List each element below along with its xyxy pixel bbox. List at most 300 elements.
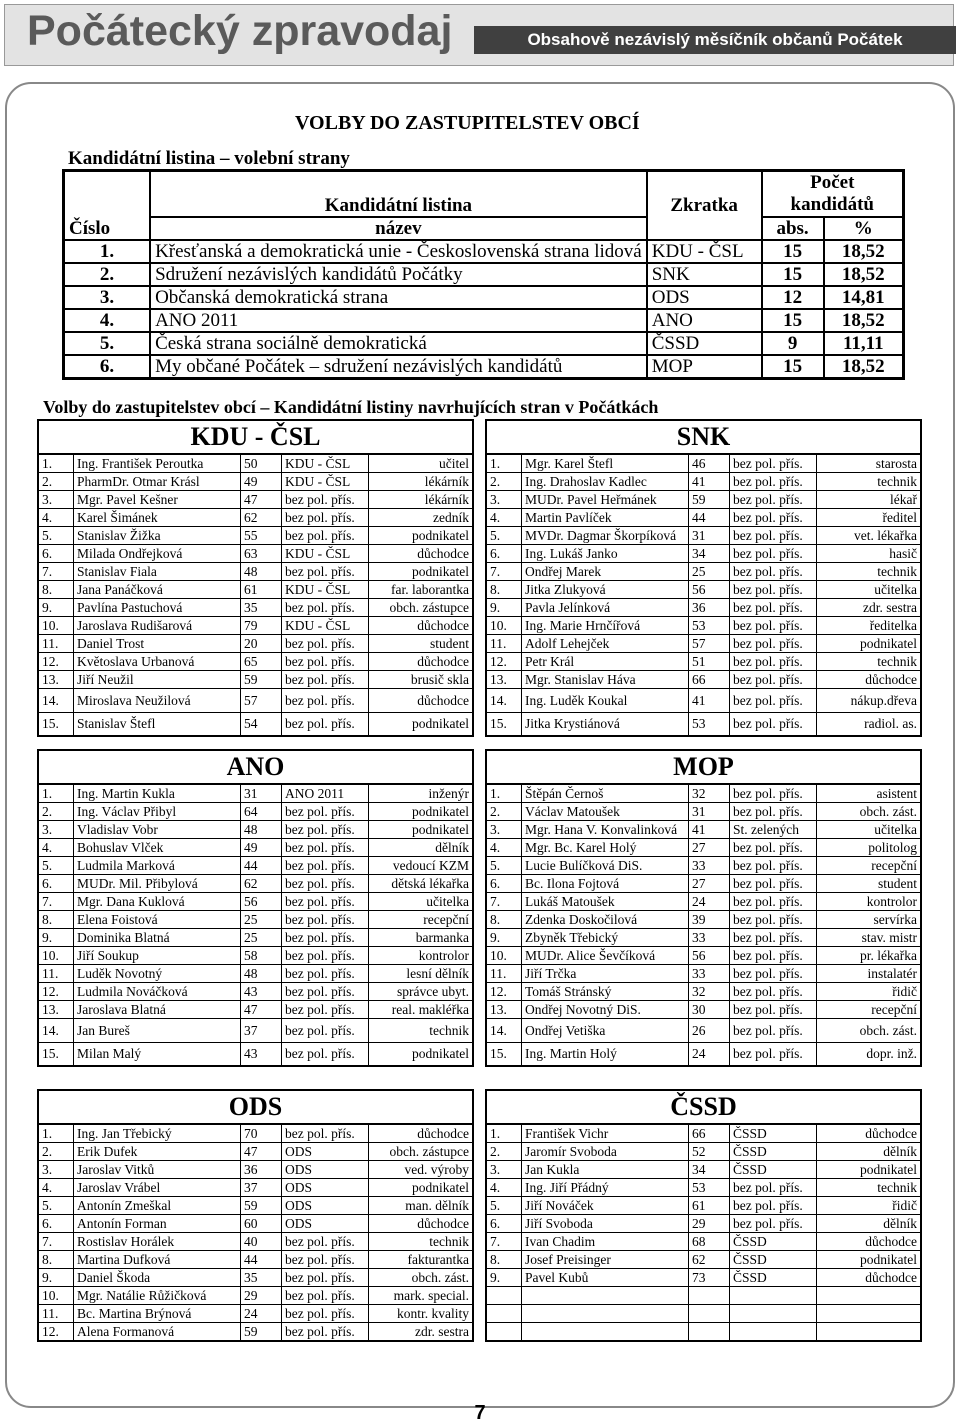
candidate-occupation: důchodce bbox=[817, 1124, 922, 1143]
candidate-party: bez pol. přís. bbox=[730, 1019, 817, 1043]
candidate-party: bez pol. přís. bbox=[282, 1287, 369, 1305]
candidate-age: 24 bbox=[689, 893, 730, 911]
candidate-row bbox=[486, 671, 921, 689]
candidate-age: 46 bbox=[689, 454, 730, 473]
candidate-number: 3. bbox=[38, 821, 74, 839]
candidate-occupation: podnikatel bbox=[817, 1251, 922, 1269]
party-pct: 18,52 bbox=[824, 240, 904, 263]
candidate-party: bez pol. přís. bbox=[282, 875, 369, 893]
candidate-name: Stanislav Žižka bbox=[74, 527, 241, 545]
candidate-age: 48 bbox=[241, 821, 282, 839]
candidate-number: 1. bbox=[38, 784, 74, 803]
candidate-party bbox=[730, 1287, 817, 1305]
candidate-age: 40 bbox=[241, 1233, 282, 1251]
section-title: Volby do zastupitelstev obcí – Kandidátní listiny navrhujících stran v Počátkách bbox=[43, 397, 659, 417]
party-name: Křesťanská a demokratická unie - Československá strana lidová bbox=[150, 240, 647, 263]
candidate-party: bez pol. přís. bbox=[730, 635, 817, 653]
candidate-name: Mgr. Karel Štefl bbox=[522, 454, 689, 473]
candidate-name: Jiří Trčka bbox=[522, 965, 689, 983]
candidate-number: 3. bbox=[38, 1161, 74, 1179]
party-number: 3. bbox=[64, 286, 151, 309]
candidate-number: 14. bbox=[38, 689, 74, 713]
candidate-party: bez pol. přís. bbox=[730, 527, 817, 545]
candidate-number: 7. bbox=[486, 1233, 522, 1251]
candidate-party: bez pol. přís. bbox=[730, 857, 817, 875]
candidate-occupation: vedoucí KZM bbox=[369, 857, 474, 875]
candidate-occupation: student bbox=[817, 875, 922, 893]
candidate-party: bez pol. přís. bbox=[282, 803, 369, 821]
candidate-row bbox=[486, 875, 921, 893]
candidate-name: Václav Matoušek bbox=[522, 803, 689, 821]
candidate-row bbox=[38, 803, 473, 821]
candidate-age: 37 bbox=[241, 1019, 282, 1043]
candidate-party: bez pol. přís. bbox=[282, 563, 369, 581]
candidate-party: bez pol. přís. bbox=[282, 713, 369, 737]
candidate-party: bez pol. přís. bbox=[282, 1233, 369, 1251]
party-name: Občanská demokratická strana bbox=[150, 286, 647, 309]
party-abbr: SNK bbox=[647, 263, 762, 286]
candidate-number: 10. bbox=[38, 947, 74, 965]
candidate-age: 29 bbox=[689, 1215, 730, 1233]
candidate-occupation: technik bbox=[817, 563, 922, 581]
masthead-bar bbox=[4, 4, 954, 66]
candidate-number: 9. bbox=[486, 1269, 522, 1287]
candidate-age: 32 bbox=[689, 784, 730, 803]
candidate-name: MVDr. Dagmar Škorpíková bbox=[522, 527, 689, 545]
candidate-table bbox=[485, 453, 922, 737]
candidate-row bbox=[38, 1269, 473, 1287]
candidate-row bbox=[486, 1305, 921, 1323]
candidate-name: Lucie Bulíčková DiS. bbox=[522, 857, 689, 875]
candidate-row bbox=[38, 1305, 473, 1323]
candidate-age: 66 bbox=[689, 1124, 730, 1143]
candidate-age: 53 bbox=[689, 617, 730, 635]
candidate-number bbox=[486, 1287, 522, 1305]
candidate-occupation bbox=[817, 1305, 922, 1323]
candidate-occupation: asistent bbox=[817, 784, 922, 803]
candidate-occupation: učitelka bbox=[817, 821, 922, 839]
candidate-party: bez pol. přís. bbox=[730, 1179, 817, 1197]
candidate-name: Zbyněk Třebický bbox=[522, 929, 689, 947]
candidate-row bbox=[486, 1215, 921, 1233]
candidate-row bbox=[486, 893, 921, 911]
candidate-name: Ing. Drahoslav Kadlec bbox=[522, 473, 689, 491]
candidate-name: Josef Preisinger bbox=[522, 1251, 689, 1269]
candidate-row bbox=[486, 653, 921, 671]
candidate-number: 8. bbox=[486, 581, 522, 599]
candidate-party: bez pol. přís. bbox=[282, 671, 369, 689]
candidate-occupation: recepční bbox=[817, 857, 922, 875]
candidate-row bbox=[486, 599, 921, 617]
candidate-table bbox=[485, 783, 922, 1067]
candidate-occupation: učitelka bbox=[369, 893, 474, 911]
candidate-occupation: učitelka bbox=[817, 581, 922, 599]
candidate-name: MUDr. Mil. Přibylová bbox=[74, 875, 241, 893]
candidate-name: Ludmila Nováčková bbox=[74, 983, 241, 1001]
party-pct: 11,11 bbox=[824, 332, 904, 355]
candidate-number: 4. bbox=[38, 509, 74, 527]
candidate-age: 63 bbox=[241, 545, 282, 563]
candidate-age bbox=[689, 1323, 730, 1342]
candidate-name: Mgr. Bc. Karel Holý bbox=[522, 839, 689, 857]
list-ods bbox=[37, 1089, 474, 1342]
candidate-row bbox=[38, 671, 473, 689]
candidate-occupation: podnikatel bbox=[369, 821, 474, 839]
candidate-row bbox=[38, 473, 473, 491]
candidate-party: bez pol. přís. bbox=[730, 983, 817, 1001]
candidate-name: MUDr. Alice Ševčíková bbox=[522, 947, 689, 965]
candidate-age: 24 bbox=[241, 1305, 282, 1323]
candidate-age: 50 bbox=[241, 454, 282, 473]
candidate-name: Jan Bureš bbox=[74, 1019, 241, 1043]
candidate-row bbox=[486, 617, 921, 635]
candidate-number: 12. bbox=[38, 653, 74, 671]
candidate-name: Jiří Soukup bbox=[74, 947, 241, 965]
candidate-occupation: technik bbox=[817, 473, 922, 491]
candidate-number: 2. bbox=[38, 803, 74, 821]
candidate-number: 11. bbox=[486, 965, 522, 983]
candidate-name: Bc. Martina Brýnová bbox=[74, 1305, 241, 1323]
candidate-age: 59 bbox=[241, 1323, 282, 1342]
candidate-age: 51 bbox=[689, 653, 730, 671]
candidate-party: bez pol. přís. bbox=[730, 839, 817, 857]
candidate-number: 4. bbox=[38, 1179, 74, 1197]
candidate-row bbox=[38, 1179, 473, 1197]
candidate-row bbox=[486, 473, 921, 491]
candidate-age: 35 bbox=[241, 1269, 282, 1287]
candidate-age: 55 bbox=[241, 527, 282, 545]
candidate-number: 9. bbox=[486, 599, 522, 617]
candidate-name: Jaroslava Rudišarová bbox=[74, 617, 241, 635]
candidate-name: Lukáš Matoušek bbox=[522, 893, 689, 911]
candidate-party: bez pol. přís. bbox=[282, 929, 369, 947]
candidate-row bbox=[486, 581, 921, 599]
candidate-name: Ing. František Peroutka bbox=[74, 454, 241, 473]
candidate-party: ODS bbox=[282, 1215, 369, 1233]
candidate-name: Petr Král bbox=[522, 653, 689, 671]
candidate-name: Ing. Martin Holý bbox=[522, 1043, 689, 1067]
candidate-row bbox=[38, 839, 473, 857]
candidate-age: 79 bbox=[241, 617, 282, 635]
candidate-occupation: dopr. inž. bbox=[817, 1043, 922, 1067]
candidate-number: 3. bbox=[486, 1161, 522, 1179]
candidate-age: 31 bbox=[689, 527, 730, 545]
party-abs: 15 bbox=[762, 309, 824, 332]
candidate-number: 14. bbox=[38, 1019, 74, 1043]
candidate-occupation: hasič bbox=[817, 545, 922, 563]
candidate-row bbox=[38, 527, 473, 545]
party-row bbox=[64, 240, 904, 263]
party-abs: 12 bbox=[762, 286, 824, 309]
candidate-number: 11. bbox=[486, 635, 522, 653]
candidate-row bbox=[38, 689, 473, 713]
candidate-occupation: zdr. sestra bbox=[369, 1323, 474, 1342]
candidate-age: 47 bbox=[241, 491, 282, 509]
candidate-name: Tomáš Stránský bbox=[522, 983, 689, 1001]
candidate-age: 34 bbox=[689, 545, 730, 563]
candidate-occupation: obch. zást. bbox=[817, 803, 922, 821]
candidate-occupation: podnikatel bbox=[369, 803, 474, 821]
col-name-subheader: název bbox=[150, 217, 647, 240]
candidate-row bbox=[38, 1197, 473, 1215]
candidate-occupation: podnikatel bbox=[369, 1043, 474, 1067]
candidate-row bbox=[486, 1287, 921, 1305]
party-table bbox=[62, 169, 905, 380]
party-row bbox=[64, 355, 904, 379]
party-name: ANO 2011 bbox=[150, 309, 647, 332]
candidate-number: 1. bbox=[38, 454, 74, 473]
candidate-row bbox=[38, 617, 473, 635]
col-abs-subheader: abs. bbox=[762, 217, 824, 240]
candidate-occupation: lékárník bbox=[369, 473, 474, 491]
candidate-age bbox=[689, 1305, 730, 1323]
party-abs: 15 bbox=[762, 263, 824, 286]
list-header-box bbox=[37, 749, 474, 783]
candidate-name: Mgr. Hana V. Konvalinková bbox=[522, 821, 689, 839]
party-name: Sdružení nezávislých kandidátů Počátky bbox=[150, 263, 647, 286]
candidate-party: KDU - ČSL bbox=[282, 473, 369, 491]
candidate-party: bez pol. přís. bbox=[730, 491, 817, 509]
candidate-party: ODS bbox=[282, 1197, 369, 1215]
candidate-age: 26 bbox=[689, 1019, 730, 1043]
candidate-party: ODS bbox=[282, 1161, 369, 1179]
candidate-age: 65 bbox=[241, 653, 282, 671]
candidate-party: ČSSD bbox=[730, 1124, 817, 1143]
candidate-number: 5. bbox=[486, 857, 522, 875]
candidate-occupation: zdr. sestra bbox=[817, 599, 922, 617]
candidate-party: bez pol. přís. bbox=[730, 1215, 817, 1233]
candidate-occupation: nákup.dřeva bbox=[817, 689, 922, 713]
candidate-row bbox=[486, 1143, 921, 1161]
candidate-number: 6. bbox=[486, 545, 522, 563]
candidate-age: 25 bbox=[241, 929, 282, 947]
candidate-number: 3. bbox=[38, 491, 74, 509]
list-mop bbox=[485, 749, 922, 1067]
candidate-name: Mgr. Stanislav Háva bbox=[522, 671, 689, 689]
candidate-name: Milada Ondřejková bbox=[74, 545, 241, 563]
party-pct: 18,52 bbox=[824, 309, 904, 332]
candidate-row bbox=[486, 803, 921, 821]
candidate-age: 27 bbox=[689, 875, 730, 893]
candidate-row bbox=[38, 929, 473, 947]
candidate-age: 56 bbox=[689, 947, 730, 965]
candidate-name: Martina Dufková bbox=[74, 1251, 241, 1269]
candidate-age: 61 bbox=[689, 1197, 730, 1215]
candidate-row bbox=[486, 1251, 921, 1269]
candidate-row bbox=[38, 1287, 473, 1305]
candidate-number: 5. bbox=[486, 1197, 522, 1215]
candidate-age: 49 bbox=[241, 839, 282, 857]
candidate-name: Ondřej Novotný DiS. bbox=[522, 1001, 689, 1019]
candidate-age: 61 bbox=[241, 581, 282, 599]
party-row bbox=[64, 332, 904, 355]
candidate-row bbox=[486, 509, 921, 527]
candidate-row bbox=[486, 713, 921, 737]
candidate-age: 52 bbox=[689, 1143, 730, 1161]
candidate-age: 48 bbox=[241, 965, 282, 983]
party-abs: 15 bbox=[762, 240, 824, 263]
candidate-age: 73 bbox=[689, 1269, 730, 1287]
party-number: 2. bbox=[64, 263, 151, 286]
candidate-name: Ing. Jiří Přádný bbox=[522, 1179, 689, 1197]
party-abbr: MOP bbox=[647, 355, 762, 379]
col-list-header: Kandidátní listina bbox=[150, 171, 647, 218]
party-pct: 18,52 bbox=[824, 263, 904, 286]
candidate-number bbox=[486, 1305, 522, 1323]
masthead-title: Počátecký zpravodaj bbox=[27, 7, 453, 55]
party-pct: 18,52 bbox=[824, 355, 904, 379]
candidate-party: bez pol. přís. bbox=[730, 911, 817, 929]
party-list-title: ČSSD bbox=[670, 1092, 737, 1121]
candidate-row bbox=[486, 784, 921, 803]
candidate-name: František Vichr bbox=[522, 1124, 689, 1143]
candidate-row bbox=[486, 983, 921, 1001]
candidate-party: bez pol. přís. bbox=[730, 473, 817, 491]
candidate-party: KDU - ČSL bbox=[282, 617, 369, 635]
candidate-age: 60 bbox=[241, 1215, 282, 1233]
candidate-name: PharmDr. Otmar Krásl bbox=[74, 473, 241, 491]
candidate-number: 8. bbox=[38, 581, 74, 599]
candidate-party: ČSSD bbox=[730, 1143, 817, 1161]
candidate-age: 43 bbox=[241, 1043, 282, 1067]
candidate-name: Ing. Luděk Koukal bbox=[522, 689, 689, 713]
candidate-row bbox=[486, 1019, 921, 1043]
candidate-age: 36 bbox=[689, 599, 730, 617]
candidate-age: 57 bbox=[689, 635, 730, 653]
candidate-number bbox=[486, 1323, 522, 1342]
candidate-number: 2. bbox=[38, 473, 74, 491]
candidate-name: Mgr. Pavel Kešner bbox=[74, 491, 241, 509]
candidate-party: KDU - ČSL bbox=[282, 454, 369, 473]
candidate-occupation: obch. zást. bbox=[369, 1269, 474, 1287]
candidate-occupation: stav. mistr bbox=[817, 929, 922, 947]
candidate-party: KDU - ČSL bbox=[282, 545, 369, 563]
candidate-occupation: důchodce bbox=[817, 1233, 922, 1251]
candidate-party: bez pol. přís. bbox=[730, 545, 817, 563]
candidate-name: Mgr. Natálie Růžičková bbox=[74, 1287, 241, 1305]
candidate-number: 3. bbox=[486, 491, 522, 509]
candidate-age: 62 bbox=[689, 1251, 730, 1269]
candidate-row bbox=[486, 454, 921, 473]
candidate-occupation: zedník bbox=[369, 509, 474, 527]
candidate-row bbox=[38, 1001, 473, 1019]
party-name: My občané Počátek – sdružení nezávislých kandidátů bbox=[150, 355, 647, 379]
col-number-header: Číslo bbox=[64, 171, 151, 241]
candidate-age: 58 bbox=[241, 947, 282, 965]
candidate-party: bez pol. přís. bbox=[282, 653, 369, 671]
party-abbr: ODS bbox=[647, 286, 762, 309]
candidate-age: 62 bbox=[241, 509, 282, 527]
party-number: 5. bbox=[64, 332, 151, 355]
candidate-age: 33 bbox=[689, 857, 730, 875]
candidate-party bbox=[730, 1323, 817, 1342]
candidate-occupation: recepční bbox=[817, 1001, 922, 1019]
candidate-name: Mgr. Dana Kuklová bbox=[74, 893, 241, 911]
candidate-row bbox=[486, 491, 921, 509]
candidate-age: 44 bbox=[241, 857, 282, 875]
candidate-row bbox=[486, 929, 921, 947]
candidate-name: Ivan Chadim bbox=[522, 1233, 689, 1251]
candidate-occupation: řidič bbox=[817, 1197, 922, 1215]
candidate-party: bez pol. přís. bbox=[730, 893, 817, 911]
candidate-occupation: obch. zástupce bbox=[369, 1143, 474, 1161]
candidate-occupation: man. dělník bbox=[369, 1197, 474, 1215]
candidate-occupation: podnikatel bbox=[817, 1161, 922, 1179]
candidate-name: Alena Formanová bbox=[74, 1323, 241, 1342]
candidate-party: bez pol. přís. bbox=[282, 1251, 369, 1269]
candidates-label: kandidátů bbox=[790, 194, 874, 215]
candidate-occupation: barmanka bbox=[369, 929, 474, 947]
candidate-number: 4. bbox=[486, 1179, 522, 1197]
candidate-name: Jiří Nováček bbox=[522, 1197, 689, 1215]
candidate-occupation: starosta bbox=[817, 454, 922, 473]
candidate-number: 8. bbox=[38, 1251, 74, 1269]
candidate-age: 53 bbox=[689, 1179, 730, 1197]
candidate-age: 36 bbox=[241, 1161, 282, 1179]
candidate-party: bez pol. přís. bbox=[282, 599, 369, 617]
candidate-row bbox=[38, 599, 473, 617]
candidate-number: 10. bbox=[486, 617, 522, 635]
candidate-age: 25 bbox=[241, 911, 282, 929]
candidate-party: bez pol. přís. bbox=[730, 947, 817, 965]
candidate-party: bez pol. přís. bbox=[282, 893, 369, 911]
party-list-title: KDU - ČSL bbox=[190, 422, 321, 451]
candidate-age: 56 bbox=[241, 893, 282, 911]
candidate-party: bez pol. přís. bbox=[730, 581, 817, 599]
candidate-name: Ondřej Vetiška bbox=[522, 1019, 689, 1043]
col-abbr-header: Zkratka bbox=[647, 171, 762, 241]
candidate-party: bez pol. přís. bbox=[730, 617, 817, 635]
candidate-occupation: pr. lékařka bbox=[817, 947, 922, 965]
candidate-occupation: důchodce bbox=[369, 1215, 474, 1233]
candidate-number: 8. bbox=[486, 911, 522, 929]
candidate-number: 2. bbox=[486, 473, 522, 491]
candidate-occupation: podnikatel bbox=[369, 1179, 474, 1197]
candidate-row bbox=[486, 1043, 921, 1067]
candidate-name: Jiří Neužil bbox=[74, 671, 241, 689]
candidate-name: Erik Dufek bbox=[74, 1143, 241, 1161]
candidate-name: Milan Malý bbox=[74, 1043, 241, 1067]
candidate-age: 34 bbox=[689, 1161, 730, 1179]
candidate-age: 66 bbox=[689, 671, 730, 689]
list-title: Kandidátní listina – volební strany bbox=[68, 148, 350, 169]
candidate-row bbox=[486, 689, 921, 713]
candidate-occupation: kontrolor bbox=[369, 947, 474, 965]
candidate-name bbox=[522, 1323, 689, 1342]
candidate-age: 25 bbox=[689, 563, 730, 581]
candidate-party: bez pol. přís. bbox=[282, 635, 369, 653]
candidate-age: 29 bbox=[241, 1287, 282, 1305]
candidate-occupation: důchodce bbox=[369, 653, 474, 671]
candidate-number: 9. bbox=[486, 929, 522, 947]
party-row bbox=[64, 286, 904, 309]
candidate-occupation: mark. special. bbox=[369, 1287, 474, 1305]
candidate-occupation: dělník bbox=[817, 1215, 922, 1233]
candidate-occupation: recepční bbox=[369, 911, 474, 929]
candidate-party: bez pol. přís. bbox=[730, 599, 817, 617]
candidate-row bbox=[38, 653, 473, 671]
candidate-row bbox=[38, 509, 473, 527]
candidate-age: 31 bbox=[241, 784, 282, 803]
candidate-occupation: důchodce bbox=[369, 1124, 474, 1143]
candidate-number: 11. bbox=[38, 635, 74, 653]
candidate-row bbox=[38, 1019, 473, 1043]
party-name: Česká strana sociálně demokratická bbox=[150, 332, 647, 355]
candidate-row bbox=[486, 1124, 921, 1143]
candidate-name: MUDr. Pavel Heřmánek bbox=[522, 491, 689, 509]
candidate-number: 10. bbox=[38, 1287, 74, 1305]
candidate-party: bez pol. přís. bbox=[282, 1124, 369, 1143]
